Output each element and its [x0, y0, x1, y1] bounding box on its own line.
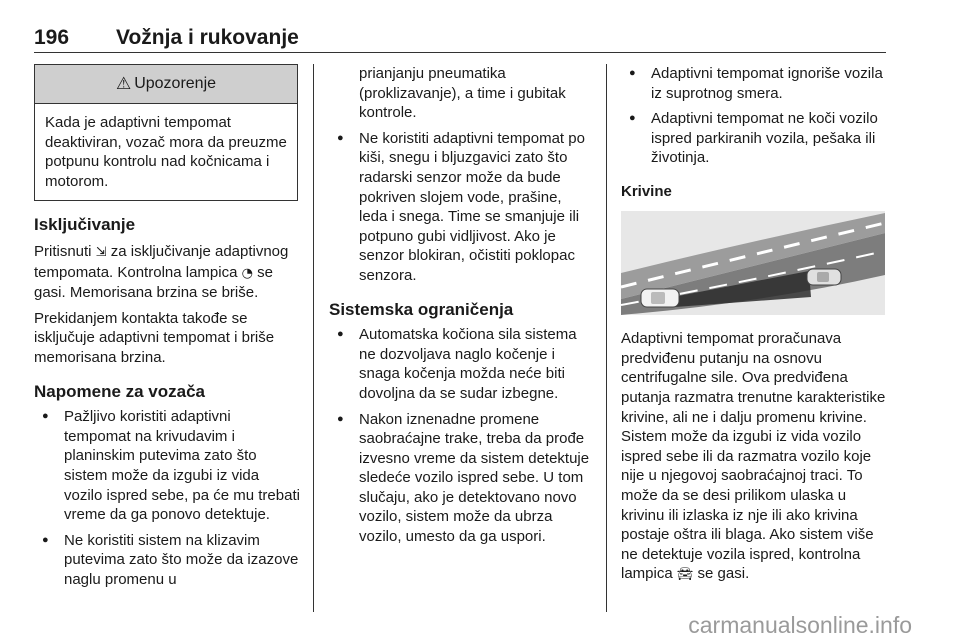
list-item: ● Ne koristiti sistem na klizavim putevima zato što može da izazove naglu promenu u: [34, 531, 300, 590]
list-item: ● Adaptivni tempomat ignoriše vozila iz suprotnog smera.: [621, 64, 887, 103]
watermark: carmanualsonline.info: [688, 612, 912, 638]
cruise-control-off-icon: ⇲: [95, 244, 107, 260]
column-divider-2: [606, 64, 607, 612]
warning-text: Kada je adaptivni tempomat deaktiviran, vozač mora da preuzme potpunu kontrolu nad kočnicama i motorom.: [45, 114, 287, 190]
column-divider-1: [313, 64, 314, 612]
text-fragment: se gasi.: [693, 565, 750, 583]
napomene-list: [34, 407, 300, 589]
curve-illustration: [621, 211, 885, 315]
paragraph-iskljucivanje: [34, 242, 300, 303]
text-fragment: se gasi. Memorisana brzina se briše.: [34, 263, 273, 302]
ogranicenja-list: [329, 325, 591, 547]
ignore-list: [621, 64, 887, 168]
warning-header: [35, 65, 297, 104]
heading-iskljucivanje: Isključivanje: [34, 215, 136, 235]
column-3: [621, 64, 887, 585]
paragraph-krivine: [621, 329, 887, 585]
vehicle-ahead-icon: 🚘︎: [676, 567, 694, 583]
text-fragment: Adaptivni tempomat proračunava predviđenu putanju na osnovu centrifugalne sile. Ova predviđena putanja razmatra trenutne karakteristike krivine, ali ne i dalju promenu krivine. Sistem može da izgubi iz vida vozilo ispred sebe ili da razmatra vozilo koje nije u njegovoj saobraćajnoj traci. To može da se desi prilikom ulaska u krivinu ili izlaska iz nje ili ako krivina postaje oštra ili blaga. Ako sistem više ne detektuje vozila ispred, kontrolna lampica: [621, 330, 886, 583]
list-item: ● Pažljivo koristiti adaptivni tempomat na krivudavim i planinskim putevima zato što sistem može da izgubi iz vida vozilo ispred sebe, pa će mu trebati vreme da ga ponovo detektuje.: [34, 407, 300, 525]
warning-title: Upozorenje: [134, 75, 217, 93]
list-item: ● Adaptivni tempomat ne koči vozilo ispred parkiranih vozila, pešaka ili životinja.: [621, 109, 887, 168]
warning-triangle-icon: ⚠: [115, 74, 132, 94]
list-item: ● Nakon iznenadne promene saobraćajne trake, treba da prođe izvesno vreme da sistem detektuje sledeće vozilo ispred sebe. U tom slučaju, ako je detektovano novo vozilo, sistem može da ubrza vozilo, umesto da ga uspori.: [329, 410, 591, 547]
page-number: 196: [34, 26, 70, 49]
cruise-control-lamp-icon: ◔: [241, 265, 253, 281]
heading-napomene: Napomene za vozača: [34, 381, 206, 401]
paragraph-prekidanje: Prekidanjem kontakta takođe se isključuje adaptivni tempomat i briše memorisana brzina.: [34, 309, 275, 366]
continued-text: prianjanju pneumatika (proklizavanje), a time i gubitak kontrole.: [359, 65, 566, 122]
own-car: [641, 289, 679, 307]
list-item: ● Ne koristiti adaptivni tempomat po kiši, snegu i bljuzgavici zato što radarski senzor može da bude pokriven slojem vode, prašine, leda i snega. Time se smanjuje ili potpuno gubi vidljivost. Ako je senzor blokiran, očistiti poklopac senzora.: [329, 129, 591, 286]
page-header: [34, 22, 886, 53]
heading-krivine: Krivine: [621, 182, 672, 200]
column-2: [329, 64, 591, 547]
text-fragment: za isključivanje adaptivnog tempomata. Kontrolna lampica: [34, 242, 289, 281]
heading-ogranicenja: Sistemska ograničenja: [329, 299, 514, 319]
rain-list: [329, 129, 591, 286]
warning-box: [34, 64, 298, 201]
column-1: [34, 64, 300, 589]
list-item: ● Automatska kočiona sila sistema ne dozvoljava naglo kočenje i snaga kočenja možda neće biti dovoljna da se sudar izbegne.: [329, 325, 591, 403]
text-fragment: Pritisnuti: [34, 242, 96, 260]
car-ahead: [807, 269, 841, 285]
page-title: Vožnja i rukovanje: [116, 26, 299, 49]
